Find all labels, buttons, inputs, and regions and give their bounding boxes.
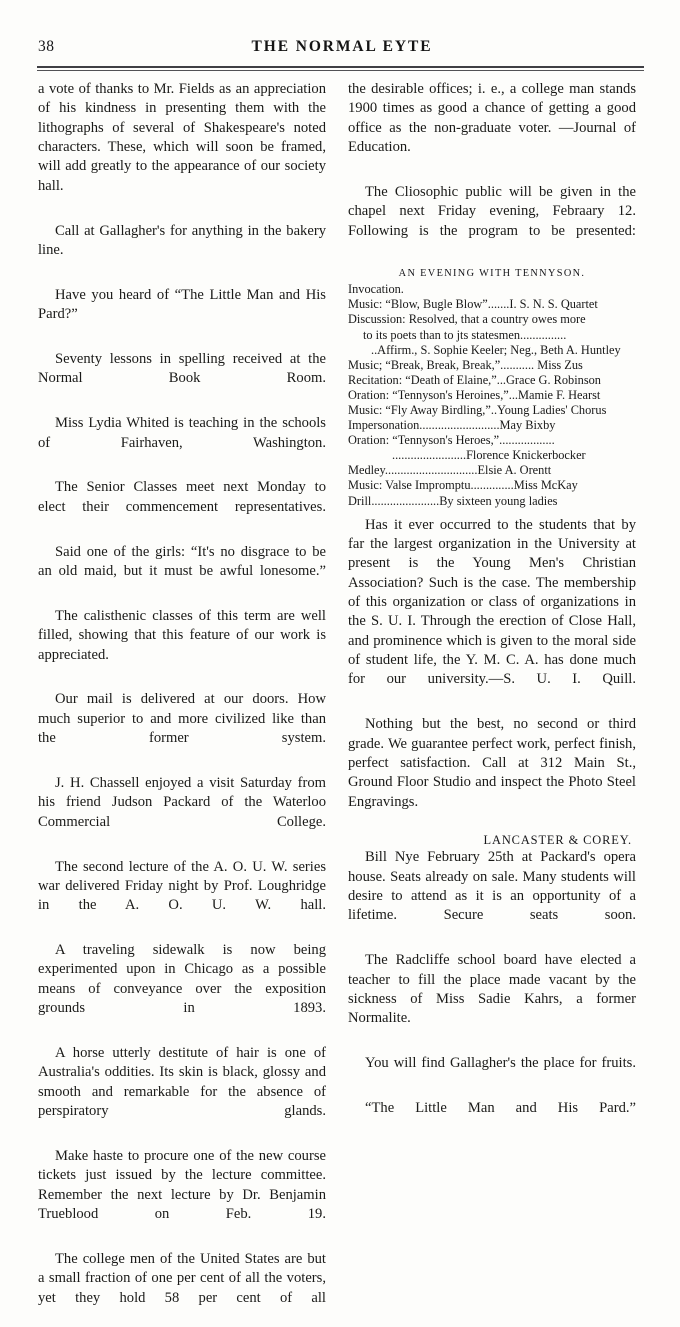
page-number: 38: [38, 38, 55, 55]
spacer: [348, 509, 636, 516]
program-line: ..Affirm., S. Sophie Keeler; Neg., Beth A. Huntley: [371, 342, 621, 357]
body-paragraph: Nothing but the best, no second or third grade. We guarantee perfect work, perfect finish, perfect satisfaction. Call at 312 Main St., Ground Floor Studio and inspect the Photo Steel Engravings.: [348, 716, 636, 810]
program-title: AN EVENING WITH TENNYSON.: [398, 268, 586, 280]
page: [0, 38, 680, 1306]
program-line: Impersonation..........................May Bixby: [348, 418, 556, 433]
program-line: Oration: “Tennyson's Heroines,”...Mamie F. Hearst: [348, 387, 601, 402]
program-line: Music: “Fly Away Birdling,”..Young Ladies' Chorus: [348, 403, 607, 418]
body-paragraph: A traveling sidewalk is now being experimented upon in Chicago as a possible means of conveyance over the exposition grounds in 1893.: [38, 942, 326, 1017]
header-rule-thin: [37, 70, 644, 71]
program-line: Music: “Blow, Bugle Blow”.......I. S. N. S. Quartet: [348, 297, 598, 312]
body-paragraph: The Radcliffe school board have elected a teacher to fill the place made vacant by the sickness of Miss Sadie Kahrs, a former Normalite.: [348, 952, 636, 1027]
body-paragraph: Has it ever occurred to the students that by far the largest organization in the University at present is the Young Men's Christian Association? Such is the case. The membership of this organization or class of organizations in the S. U. I. Through the erection of Close Hall, and prominence which is given to the moral side of student life, the Y. M. C. A. has done much for our university.—S. U. I. Quill.: [348, 516, 636, 688]
program-line: Recitation: “Death of Elaine,”...Grace G. Robinson: [348, 372, 601, 387]
running-title: THE NORMAL EYTE: [251, 38, 433, 55]
body-paragraph: The college men of the United States are but a small fraction of one per cent of all the voters, yet they hold 58 per cent of all: [38, 1250, 326, 1306]
body-paragraph: Miss Lydia Whited is teaching in the schools of Fairhaven, Washington.: [38, 415, 326, 451]
program-line: Music: Valse Impromptu..............Miss McKay: [348, 478, 578, 493]
program-line: Invocation.: [348, 282, 404, 297]
body-paragraph: Said one of the girls: “It's no disgrace to be an old maid, but it must be awful lonesome.”: [38, 543, 326, 580]
program-line: to its poets than to jts statesmen...............: [363, 327, 567, 342]
body-paragraph: a vote of thanks to Mr. Fields as an appreciation of his kindness in presenting them with the lithographs of several of Shakespeare's noted characters. These, which will soon be framed, will add greatly to the appearance of our society hall.: [38, 80, 326, 194]
body-paragraph-continuation: the desirable offices; i. e., a college man stands 1900 times as good a chance of getting a good office as the non-graduate voter. —Journal of Education.: [348, 80, 636, 156]
program-line: Medley..............................Elsie A. Orentt: [348, 463, 552, 478]
header-rule-thick: [37, 66, 644, 68]
body-paragraph: The second lecture of the A. O. U. W. series war delivered Friday night by Prof. Loughridge in the A. O. U. W. hall.: [38, 858, 326, 914]
column-container: [38, 80, 646, 1327]
program-line: ........................Florence Knickerbocker: [392, 448, 586, 463]
body-paragraph: Seventy lessons in spelling received at the Normal Book Room.: [38, 351, 326, 387]
body-paragraph: J. H. Chassell enjoyed a visit Saturday from his friend Judson Packard of the Waterloo Commercial College.: [38, 775, 326, 830]
header-divider: [37, 66, 644, 71]
body-paragraph: The calisthenic classes of this term are well filled, showing that this feature of our work is appreciated.: [38, 607, 326, 663]
body-paragraph: “The Little Man and His Pard.”: [365, 1100, 636, 1117]
program-line: Music; “Break, Break, Break,”........... Miss Zus: [348, 357, 583, 372]
program-line: Discussion: Resolved, that a country owes more: [348, 312, 586, 327]
page-header: [38, 38, 646, 62]
body-paragraph: Bill Nye February 25th at Packard's opera house. Seats already on sale. Many students will desire to attend as it is an opportunity of a lifetime. Secure seats soon.: [348, 849, 636, 924]
program-line: Oration: “Tennyson's Heroes,”..................: [348, 433, 555, 448]
body-paragraph: Our mail is delivered at our doors. How much superior to and more civilized like than the former system.: [38, 691, 326, 747]
program-line: Drill......................By sixteen young ladies: [348, 493, 558, 508]
advertiser-signature: LANCASTER & COREY.: [483, 833, 632, 848]
body-paragraph: A horse utterly destitute of hair is one of Australia's oddities. Its skin is black, glossy and smooth and remarkable for the absence of perspiratory glands.: [38, 1045, 326, 1120]
program-intro-paragraph: The Cliosophic public will be given in the chapel next Friday evening, Febraary 12. Following is the program to be presented:: [348, 183, 636, 239]
left-column: [38, 80, 326, 1327]
body-paragraph: Call at Gallagher's for anything in the bakery line.: [38, 222, 326, 258]
body-paragraph: The Senior Classes meet next Monday to elect their commencement representatives.: [38, 479, 326, 515]
body-paragraph: Have you heard of “The Little Man and His Pard?”: [38, 286, 326, 323]
body-paragraph: Make haste to procure one of the new course tickets just issued by the lecture committee. Remember the next lecture by Dr. Benjamin Trueblood on Feb. 19.: [38, 1147, 326, 1222]
right-column: [348, 80, 636, 1138]
body-paragraph: You will find Gallagher's the place for fruits.: [365, 1055, 636, 1072]
program-listing: [348, 268, 636, 508]
